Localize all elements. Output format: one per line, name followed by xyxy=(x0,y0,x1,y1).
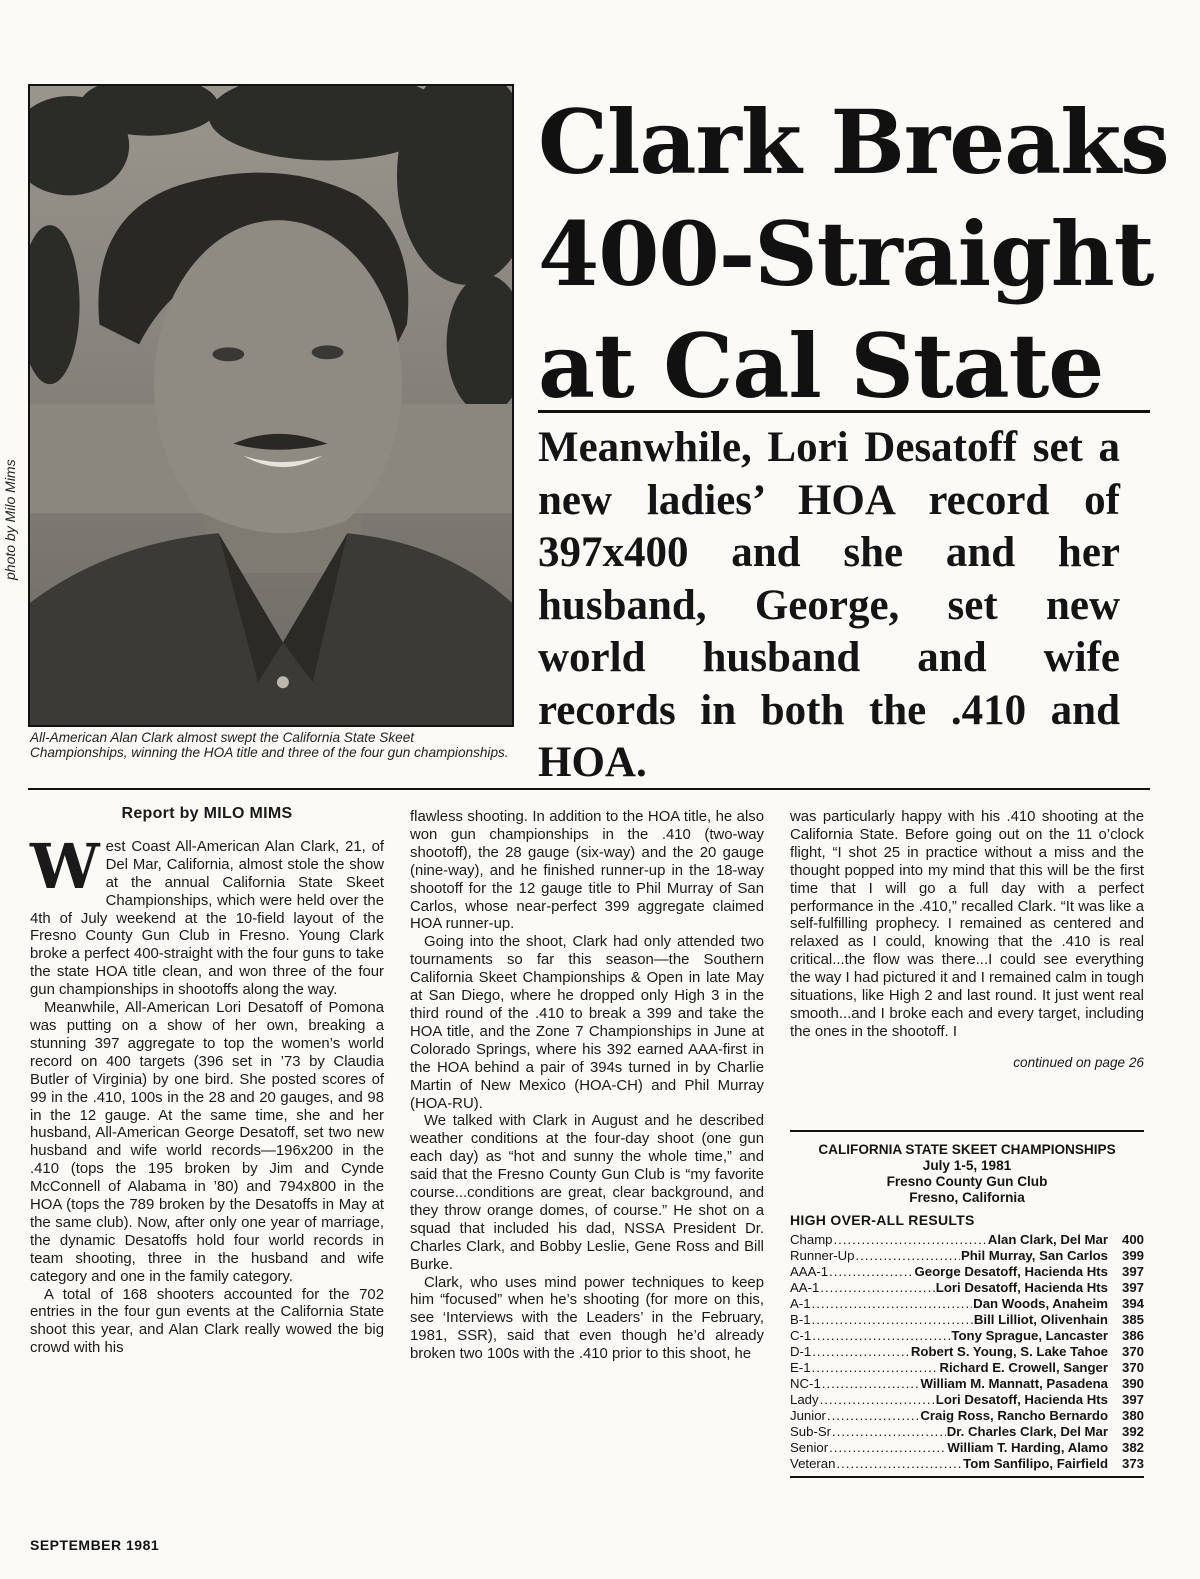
results-dates: July 1-5, 1981 xyxy=(922,1158,1012,1173)
portrait-photo xyxy=(28,84,514,727)
section-rule xyxy=(28,788,1150,790)
leader-dots xyxy=(822,1376,920,1392)
leader-dots xyxy=(812,1344,910,1360)
results-score: 390 xyxy=(1121,1376,1144,1391)
results-name: Tom Sanfilipo, Fairfield xyxy=(963,1456,1108,1471)
drop-cap: W xyxy=(30,829,100,903)
results-name: Tony Sprague, Lancaster xyxy=(951,1328,1108,1343)
results-row xyxy=(790,1376,1144,1392)
results-score: 386 xyxy=(1121,1328,1144,1343)
results-name: Lori Desatoff, Hacienda Hts xyxy=(935,1280,1108,1295)
results-score: 400 xyxy=(1121,1232,1144,1247)
results-name: George Desatoff, Hacienda Hts xyxy=(914,1264,1108,1279)
headline-line-2: 400-Straight xyxy=(538,202,1154,306)
article-paragraph: Meanwhile, All-American Lori Desatoff of Pomona was putting on a show of her own, breaking a stunning 397 aggregate to top the women’s world record on 400 targets (396 set in ’73 by Claudia Butler of Virginia) by one bird. She posted scores of 99 in the .410, 100s in the 28 and 20 gauges, and 98 in the 12 gauge. At the same time, she and her husband, All-American George Desatoff, set two new husband and wife world records—196x200 in the .410 (tops the 195 broken by Jim and Cynde McConnell of Alabama in ’80) and 794x800 in the HOA (tops the 789 broken by the Desatoffs in May at the same club). Now, after only one year of marriage, the dynamic Desatoffs hold four world records in team shooting, three in the husband and wife category and one in the family category. xyxy=(30,1000,384,1285)
results-class: C-1 xyxy=(790,1328,812,1343)
results-class: E-1 xyxy=(790,1360,811,1375)
leader-dots xyxy=(820,1392,935,1408)
results-row xyxy=(790,1360,1144,1376)
results-row xyxy=(790,1344,1144,1360)
results-row xyxy=(790,1328,1144,1344)
issue-date: SEPTEMBER 1981 xyxy=(30,1537,160,1553)
article-paragraph: West Coast All-American Alan Clark, 21, of Del Mar, California, almost stole the show at the annual California State Skeet Championships, which were held over the 4th of July weekend at the 10-field layout of the Fresno County Gun Club in Fresno. Young Clark broke a perfect 400-straight with the four guns to take the state HOA title clean, and won three of the four gun championships in shootoffs along the way. xyxy=(30,829,384,999)
portrait-illustration xyxy=(30,86,512,725)
results-score: 394 xyxy=(1121,1296,1144,1311)
article-paragraph: flawless shooting. In addition to the HOA title, he also won gun championships in the .410 (two-way shootoff), the 28 gauge (six-way) and the 20 gauge (nine-way), and he finished runner-up in the 18-way shootoff for the 12 gauge title to Phil Murray of San Carlos, whose near-perfect 399 aggregate claimed HOA runner-up. xyxy=(410,809,764,933)
results-class: Champ xyxy=(790,1232,833,1247)
results-class: D-1 xyxy=(790,1344,812,1359)
article-column-3 xyxy=(790,809,1144,1072)
article-paragraph: A total of 168 shooters accounted for the 702 entries in the four gun events at the California State shoot this year, and Alan Clark really wowed the big crowd with his xyxy=(30,1286,384,1357)
results-score: 397 xyxy=(1121,1392,1144,1407)
results-title: CALIFORNIA STATE SKEET CHAMPIONSHIPS xyxy=(818,1142,1116,1157)
article-column-1 xyxy=(30,805,384,1358)
results-row xyxy=(790,1264,1144,1280)
leader-dots xyxy=(836,1456,962,1472)
results-score: 397 xyxy=(1121,1280,1144,1295)
article-paragraph: Going into the shoot, Clark had only attended two tournaments so far this season—the Southern California Skeet Championships & Open in late May at San Diego, where he dropped only High 3 in the third round of the .410 to break a 399 and take the HOA title, and the Zone 7 Championships in June at Colorado Springs, where his 392 earned AAA-first in the HOA behind a pair of 394s turned in by Charlie Martin of New Mexico (HOA-CH) and Phil Murray (HOA-RU). xyxy=(410,934,764,1112)
leader-dots xyxy=(812,1312,973,1328)
leader-dots xyxy=(832,1424,946,1440)
results-name: Lori Desatoff, Hacienda Hts xyxy=(935,1392,1108,1407)
leader-dots xyxy=(812,1296,973,1312)
results-name: Dan Woods, Anaheim xyxy=(973,1296,1108,1311)
results-score: 382 xyxy=(1121,1440,1144,1455)
results-score: 373 xyxy=(1121,1456,1144,1471)
results-score: 392 xyxy=(1121,1424,1144,1439)
results-name: Robert S. Young, S. Lake Tahoe xyxy=(910,1344,1108,1359)
results-name: William M. Mannatt, Pasadena xyxy=(920,1376,1108,1391)
results-box xyxy=(790,1130,1144,1478)
results-class: A-1 xyxy=(790,1296,811,1311)
results-row xyxy=(790,1248,1144,1264)
leader-dots xyxy=(856,1248,960,1264)
results-score: 385 xyxy=(1121,1312,1144,1327)
results-score: 399 xyxy=(1121,1248,1144,1263)
leader-dots xyxy=(812,1328,950,1344)
results-class: Veteran xyxy=(790,1456,836,1471)
results-rule xyxy=(790,1476,1144,1478)
article-paragraph: We talked with Clark in August and he described weather conditions at the four-day shoot (one gun each day) as “hot and sunny the whole time,” and said that the Fresno County Gun Club is “my favorite course...conditions are great, clear background, and they throw orange domes, of course.” He shot on a squad that included his dad, NSSA President Dr. Charles Clark, and Bobby Leslie, Gene Ross and Bill Burke. xyxy=(410,1113,764,1273)
results-row xyxy=(790,1408,1144,1424)
leader-dots xyxy=(812,1360,939,1376)
results-city: Fresno, California xyxy=(909,1190,1025,1205)
headline-line-1: Clark Breaks xyxy=(538,90,1169,194)
photo-credit: photo by Milo Mims xyxy=(2,459,18,580)
leader-dots xyxy=(829,1440,946,1456)
leader-dots xyxy=(827,1408,919,1424)
results-name: William T. Harding, Alamo xyxy=(947,1440,1108,1455)
results-class: Lady xyxy=(790,1392,819,1407)
results-class: Sub-Sr xyxy=(790,1424,832,1439)
results-score: 370 xyxy=(1121,1360,1144,1375)
results-heading: HIGH OVER-ALL RESULTS xyxy=(790,1212,975,1228)
results-name: Bill Lilliot, Olivenhain xyxy=(973,1312,1108,1327)
results-row xyxy=(790,1312,1144,1328)
results-table xyxy=(790,1232,1144,1472)
results-name: Dr. Charles Clark, Del Mar xyxy=(946,1424,1108,1439)
results-class: Runner-Up xyxy=(790,1248,855,1263)
results-class: B-1 xyxy=(790,1312,811,1327)
results-name: Richard E. Crowell, Sanger xyxy=(939,1360,1108,1375)
deck-text: Meanwhile, Lori Desatoff set a new ladies’ HOA record of 397x400 and she and her husband, George, set new world husband and wife records in both the .410 and HOA. xyxy=(538,424,1120,786)
results-row xyxy=(790,1392,1144,1408)
headline-rule xyxy=(538,410,1150,413)
leader-dots xyxy=(829,1264,913,1280)
results-class: Senior xyxy=(790,1440,829,1455)
results-name: Craig Ross, Rancho Bernardo xyxy=(920,1408,1108,1423)
results-club: Fresno County Gun Club xyxy=(886,1174,1048,1189)
results-row xyxy=(790,1456,1144,1472)
article-paragraph: Clark, who uses mind power techniques to keep him “focused” when he’s shooting (for more on this, see ‘Interviews with the Leaders’ in the February, 1981, SSR), said that even though he’d already broken two 100s with the .410 prior to this shoot, he xyxy=(410,1274,764,1363)
results-class: Junior xyxy=(790,1408,826,1423)
results-class: AAA-1 xyxy=(790,1264,829,1279)
continued-note: continued on page 26 xyxy=(1013,1054,1144,1070)
leader-dots xyxy=(820,1280,934,1296)
leader-dots xyxy=(834,1232,987,1248)
results-row xyxy=(790,1440,1144,1456)
results-name: Phil Murray, San Carlos xyxy=(960,1248,1108,1263)
results-score: 370 xyxy=(1121,1344,1144,1359)
results-row xyxy=(790,1296,1144,1312)
article-column-2 xyxy=(410,809,764,1364)
photo-caption: All-American Alan Clark almost swept the California State Skeet Championships, winning the HOA title and three of the four gun championships. xyxy=(30,730,509,760)
results-name: Alan Clark, Del Mar xyxy=(987,1232,1108,1247)
results-class: NC-1 xyxy=(790,1376,821,1391)
headline xyxy=(538,86,1169,422)
results-row xyxy=(790,1280,1144,1296)
headline-line-3: at Cal State xyxy=(538,314,1104,418)
results-score: 380 xyxy=(1121,1408,1144,1423)
byline: Report by MILO MIMS xyxy=(121,805,293,822)
results-score: 397 xyxy=(1121,1264,1144,1279)
article-paragraph: was particularly happy with his .410 shooting at the California State. Before going out on the 11 o’clock flight, “I shot 25 in practice without a miss and the thought popped into my mind that this will be the first time that I will go a full day with a perfect performance in the .410,” recalled Clark. “It was like a self-fulfilling prophecy. I remained as centered and relaxed as I could, knowing that the .410 is real critical...the flow was there...I could see everything the way I had pictured it and I remained calm in tough situations, like High 2 and last round. It just went real smooth...and I broke each and every target, including the ones in the shootoff. I xyxy=(790,809,1144,1040)
results-class: AA-1 xyxy=(790,1280,820,1295)
results-row xyxy=(790,1232,1144,1248)
results-row xyxy=(790,1424,1144,1440)
